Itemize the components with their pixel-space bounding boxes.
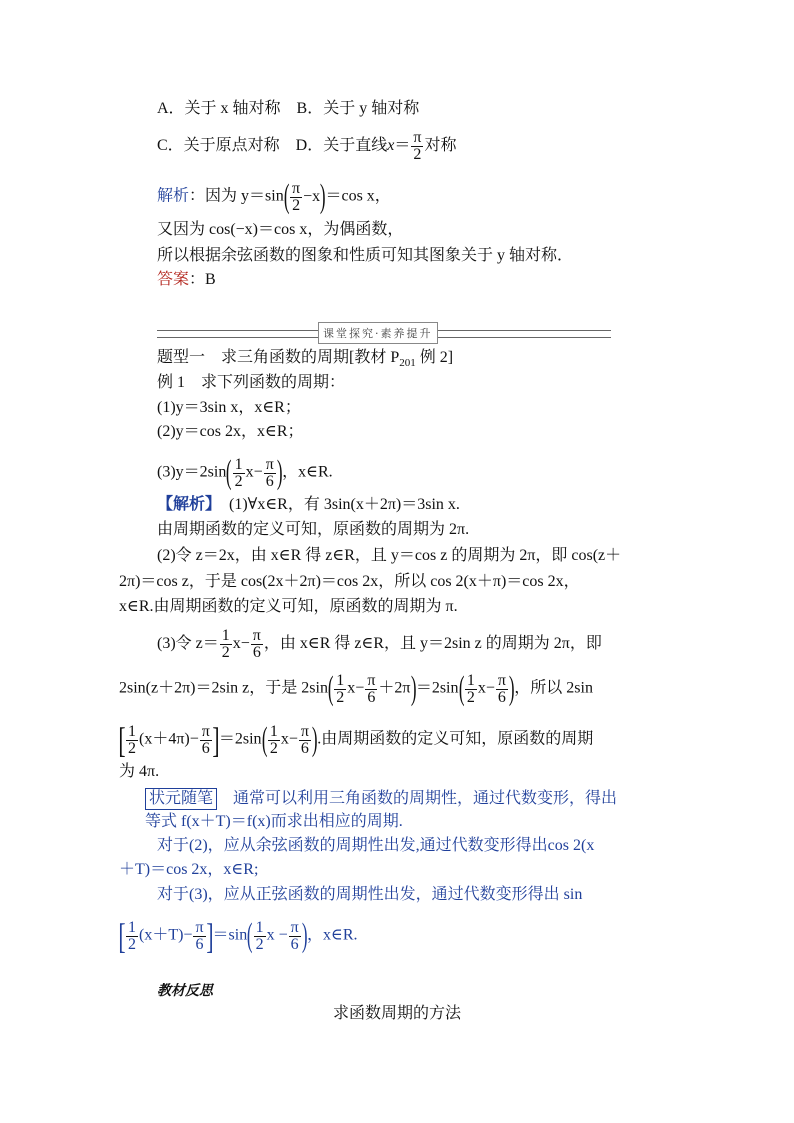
topic-title: 题型一 求三角函数的周期[教材 $P_{201}$ 例 2]: [157, 349, 454, 370]
analysis-line-1: 解析：因为 y＝sin( $\frac{\pi}{2}$ −x)＝cos x，: [157, 178, 391, 215]
solution-line-3: (2)令 z＝2x，由 x∈R 得 z∈R，且 y＝cos z 的周期为 2π，即 cos(z＋: [157, 547, 622, 564]
options-cd: C．关于原点对称 D．关于直线x＝ $\frac{\pi}{2}$ 对称: [157, 129, 457, 163]
solution-line-8: [ $\frac{1}{2}$ (x＋4π)− $\frac{\pi}{6}$ ]＝2sin( $\frac{1}{2}$ x− $\frac{\pi}{6}$ ).由周期函数的定义可知，原函数的周期: [118, 720, 594, 760]
reflection-label: 教材反思: [157, 984, 213, 999]
solution-line-4: 2π)＝cos z，于是 cos(2x＋2π)＝cos 2x，所以 cos 2(x＋π)＝cos 2x，: [119, 573, 580, 590]
options-ab: A．关于 x 轴对称 B．关于 y 轴对称: [157, 100, 420, 117]
answer-label: 答案: [157, 271, 190, 288]
analysis-line-2: 又因为 cos(−x)＝cos x，为偶函数，: [157, 221, 404, 238]
fraction-pi-over-2: $\frac{\pi}{2}$: [413, 129, 422, 163]
solution-line-2: 由周期函数的定义可知，原函数的周期为 2π.: [157, 521, 470, 538]
question-3: (3)y＝2sin( $\frac{1}{2}$ x− $\frac{\pi}{6}$ )，x∈R.: [157, 454, 333, 491]
question-2: (2)y＝cos 2x，x∈R；: [157, 423, 304, 440]
solution-line-1: 【解析】 (1)∀x∈R，有 3sin(x＋2π)＝3sin x.: [157, 496, 460, 513]
solution-line-7: 2sin(z＋2π)＝2sin z，于是 2sin( $\frac{1}{2}$ x− $\frac{\pi}{6}$ ＋2π)＝2sin( $\frac{1}{2}$ x− $\frac{\pi}{6}$ )，所以 2sin: [119, 670, 593, 707]
options-cd-label: C．关于原点对称 D．关于直线: [157, 137, 388, 155]
solution-label: 【解析】: [157, 496, 214, 513]
solution-line-9: 为 4π.: [119, 763, 160, 780]
note-line-2: 等式 f(x＋T)＝f(x)而求出相应的周期.: [145, 813, 403, 830]
note-line-1: 状元随笔 通常可以利用三角函数的周期性，通过代数变形，得出: [145, 788, 617, 810]
solution-line-5: x∈R.由周期函数的定义可知，原函数的周期为 π.: [119, 598, 458, 615]
answer-value: ：B: [189, 271, 216, 288]
note-line-3: 对于(2)，应从余弦函数的周期性出发,通过代数变形得出cos 2(x: [157, 837, 595, 854]
note-line-4: ＋T)＝cos 2x，x∈R;: [119, 861, 259, 878]
solution-line-6: (3)令 z＝ $\frac{1}{2}$ x− $\frac{\pi}{6}$ ，由 x∈R 得 z∈R，且 y＝2sin z 的周期为 2π，即: [157, 627, 602, 661]
answer-line: [157, 270, 216, 290]
example-heading: 例 1 求下列函数的周期：: [157, 374, 346, 391]
section-banner: 课堂探究·素养提升: [318, 322, 438, 344]
question-1: (1)y＝3sin x，x∈R；: [157, 399, 301, 416]
analysis-line-3: 所以根据余弦函数的图象和性质可知其图象关于 y 轴对称．: [157, 247, 574, 264]
note-badge: 状元随笔: [145, 788, 217, 810]
analysis-label: 解析: [157, 187, 190, 205]
reflection-heading: 求函数周期的方法: [332, 1005, 461, 1022]
note-line-6: [ $\frac{1}{2}$ (x＋T)− $\frac{\pi}{6}$ ]＝sin( $\frac{1}{2}$ x − $\frac{\pi}{6}$ )，x∈R.: [118, 916, 358, 956]
note-line-5: 对于(3)，应从正弦函数的周期性出发，通过代数变形得出 sin: [157, 886, 583, 903]
